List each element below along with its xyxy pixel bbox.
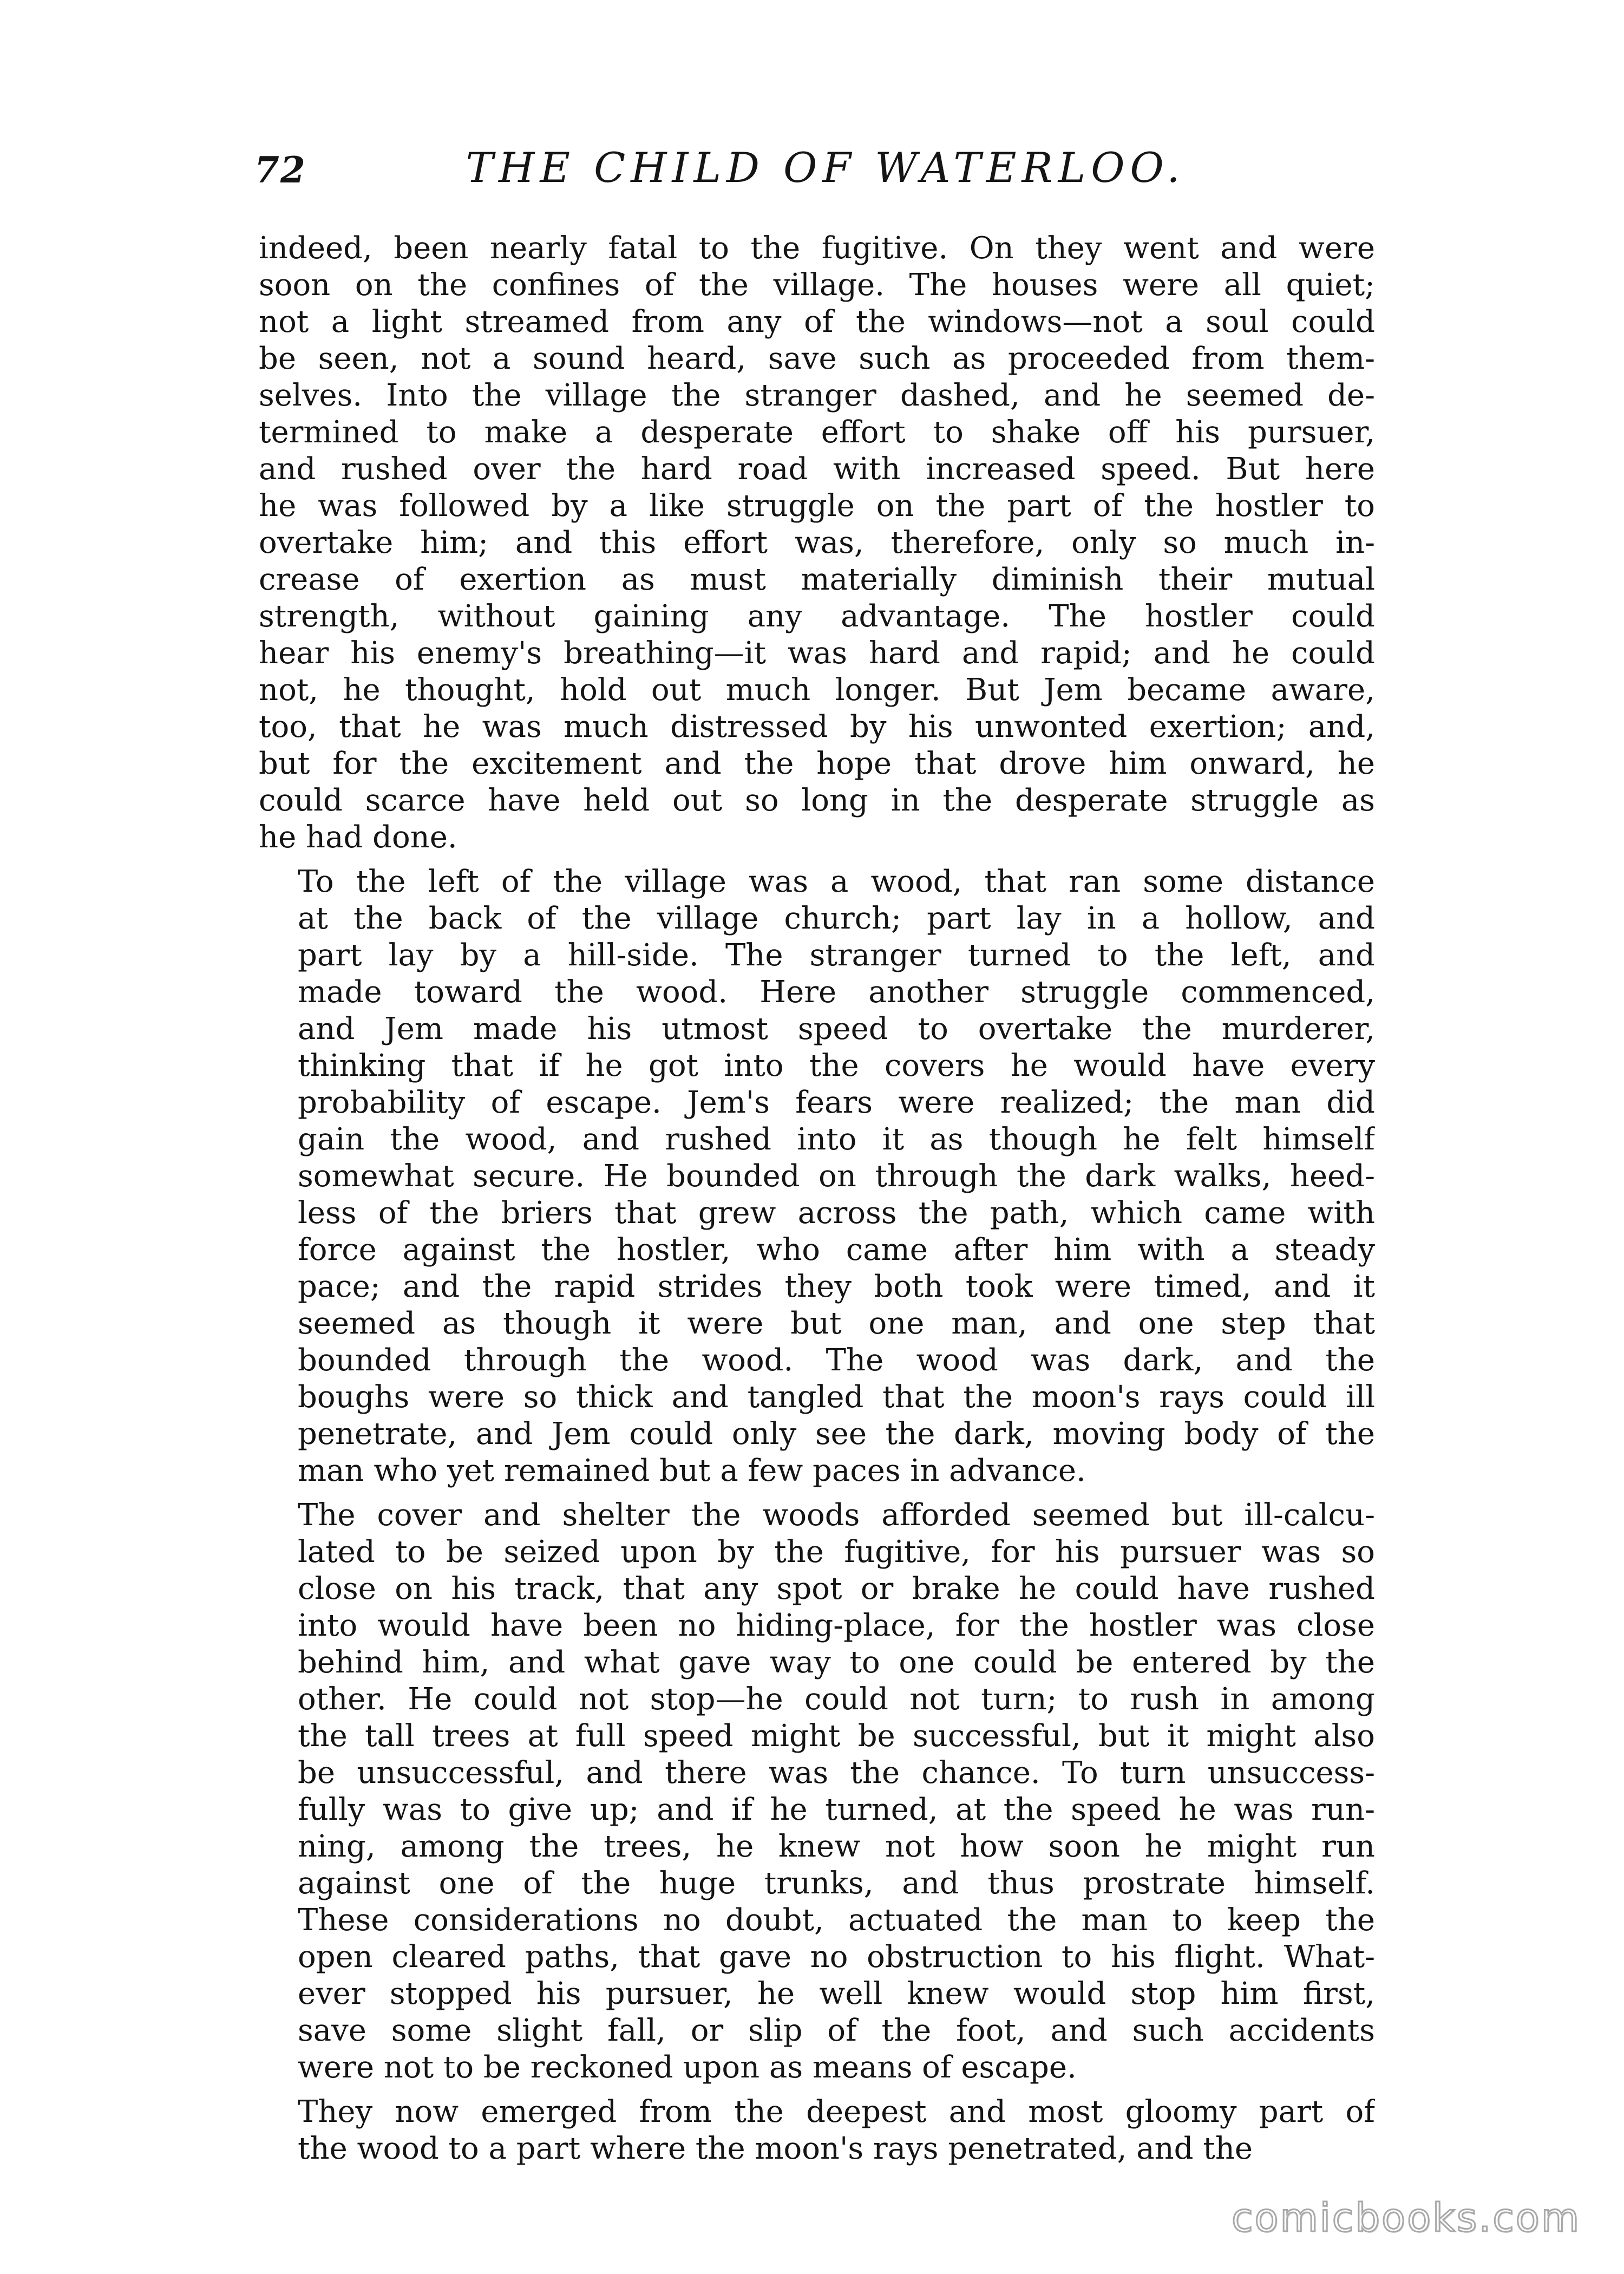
text-line: They now emerged from the deepest and most gloomy part of <box>298 2094 1375 2129</box>
text-line: close on his track, that any spot or brake he could have rushed <box>298 1571 1375 1606</box>
text-line: too, that he was much distressed by his unwonted exertion; and, <box>259 709 1375 744</box>
paragraph <box>259 230 1375 856</box>
page-header <box>254 143 1375 203</box>
text-line: behind him, and what gave way to one could be entered by the <box>298 1645 1375 1680</box>
text-line: lated to be seized upon by the fugitive, for his pursuer was so <box>298 1534 1375 1570</box>
text-line: force against the hostler, who came after him with a steady <box>298 1232 1375 1267</box>
text-line: but for the excitement and the hope that drove him onward, he <box>259 746 1375 781</box>
text-line: thinking that if he got into the covers he would have every <box>298 1048 1375 1083</box>
text-line: were not to be reckoned upon as means of escape. <box>298 2050 1077 2085</box>
text-line: the tall trees at full speed might be successful, but it might also <box>298 1718 1375 1754</box>
text-line: save some slight fall, or slip of the foot, and such accidents <box>298 2013 1375 2048</box>
text-line: soon on the confines of the village. The houses were all quiet; <box>259 267 1375 303</box>
text-line: open cleared paths, that gave no obstruction to his flight. What- <box>298 1939 1375 1975</box>
text-line: he was followed by a like struggle on the part of the hostler to <box>259 488 1375 524</box>
text-line: and rushed over the hard road with increased speed. But here <box>259 452 1375 487</box>
text-line: boughs were so thick and tangled that the moon's rays could ill <box>298 1380 1375 1415</box>
text-line: he had done. <box>259 820 457 855</box>
text-line: be unsuccessful, and there was the chance. To turn unsuccess- <box>298 1755 1375 1791</box>
text-line: gain the wood, and rushed into it as though he felt himself <box>298 1122 1375 1157</box>
text-line: hear his enemy's breathing—it was hard and rapid; and he could <box>259 636 1375 671</box>
text-line: and Jem made his utmost speed to overtake the murderer, <box>298 1011 1375 1047</box>
text-line: ning, among the trees, he knew not how soon he might run <box>298 1829 1375 1864</box>
text-line: part lay by a hill-side. The stranger turned to the left, and <box>298 938 1375 973</box>
text-line: somewhat secure. He bounded on through the dark walks, heed- <box>298 1159 1375 1194</box>
page-number: 72 <box>254 149 306 191</box>
text-line: crease of exertion as must materially diminish their mutual <box>259 562 1375 597</box>
text-line: not, he thought, hold out much longer. But Jem became aware, <box>259 672 1375 708</box>
text-line: made toward the wood. Here another struggle commenced, <box>298 975 1375 1010</box>
text-line: strength, without gaining any advantage. The hostler could <box>259 599 1375 634</box>
text-line: overtake him; and this effort was, therefore, only so much in- <box>259 525 1375 560</box>
text-line: man who yet remained but a few paces in advance. <box>298 1453 1086 1488</box>
running-title: THE CHILD OF WATERLOO. <box>466 143 1186 192</box>
text-line: seemed as though it were but one man, and one step that <box>298 1306 1375 1341</box>
text-line: The cover and shelter the woods afforded seemed but ill-calcu- <box>298 1498 1375 1533</box>
text-line: into would have been no hiding-place, for the hostler was close <box>298 1608 1375 1643</box>
text-line: not a light streamed from any of the windows—not a soul could <box>259 304 1375 339</box>
watermark: comicbooks.com <box>1231 2195 1581 2240</box>
text-line: To the left of the village was a wood, that ran some distance <box>298 864 1375 899</box>
text-line: termined to make a desperate effort to shake off his pursuer, <box>259 415 1375 450</box>
text-line: fully was to give up; and if he turned, at the speed he was run- <box>298 1792 1375 1827</box>
text-line: penetrate, and Jem could only see the dark, moving body of the <box>298 1416 1375 1452</box>
text-line: ever stopped his pursuer, he well knew would stop him first, <box>298 1976 1375 2011</box>
text-line: pace; and the rapid strides they both took were timed, and it <box>298 1269 1375 1304</box>
text-line: probability of escape. Jem's fears were realized; the man did <box>298 1085 1375 1120</box>
text-line: less of the briers that grew across the path, which came with <box>298 1195 1375 1231</box>
paragraph <box>259 1497 1375 2086</box>
text-line: other. He could not stop—he could not turn; to rush in among <box>298 1682 1375 1717</box>
text-line: could scarce have held out so long in the desperate struggle as <box>259 783 1375 818</box>
text-line: against one of the huge trunks, and thus prostrate himself. <box>298 1866 1375 1901</box>
text-line: the wood to a part where the moon's rays penetrated, and the <box>298 2131 1253 2166</box>
text-line: These considerations no doubt, actuated the man to keep the <box>298 1903 1375 1938</box>
body-text <box>259 230 1375 2175</box>
text-line: at the back of the village church; part lay in a hollow, and <box>298 901 1375 936</box>
text-line: bounded through the wood. The wood was dark, and the <box>298 1343 1375 1378</box>
text-line: be seen, not a sound heard, save such as proceeded from them- <box>259 341 1375 376</box>
paragraph <box>259 864 1375 1489</box>
text-line: selves. Into the village the stranger dashed, and he seemed de- <box>259 378 1375 413</box>
paragraph <box>259 2094 1375 2167</box>
text-line: indeed, been nearly fatal to the fugitive. On they went and were <box>259 231 1375 266</box>
